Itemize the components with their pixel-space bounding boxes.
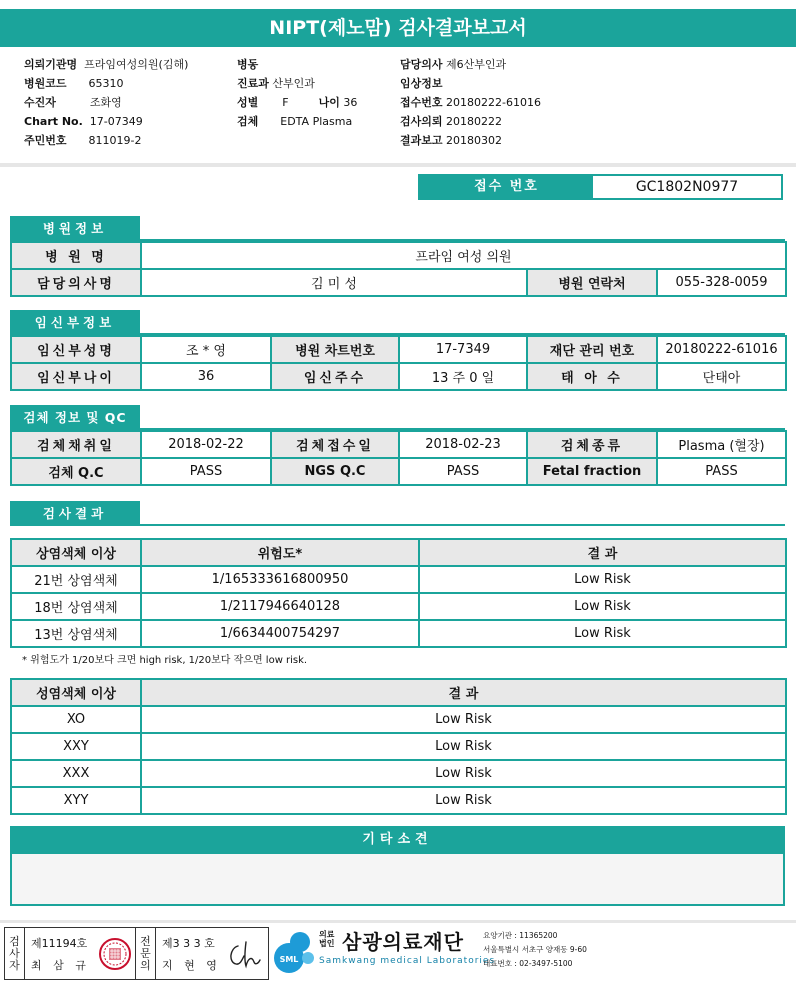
signature-box — [4, 927, 269, 980]
age-value: 36 — [343, 96, 358, 109]
autosome-table — [10, 538, 787, 648]
dept-value: 산부인과 — [272, 77, 315, 90]
patient-value: 조화영 — [89, 96, 122, 109]
fetal-fraction-label: Fetal fraction — [527, 458, 657, 485]
sex-chromosome-table — [10, 678, 787, 815]
sex-name: XYY — [11, 787, 141, 814]
specialist-license: 제3 3 3 호 — [162, 937, 215, 950]
logo-english-name: Samkwang medical Laboratories — [319, 956, 496, 966]
table-row — [11, 787, 786, 814]
request-value: 20180222 — [446, 115, 503, 128]
logo-corp-label: 의료 법인 — [319, 930, 335, 948]
inspector-name: 최 삼 규 — [31, 959, 90, 972]
risk-footnote: * 위험도가 1/20보다 크면 high risk, 1/20보다 작으면 low risk. — [22, 655, 308, 666]
section-pregnant-title: 임신부정보 — [10, 310, 140, 335]
specimen-table — [10, 430, 787, 486]
hospital-contact-label: 병원 연락처 — [527, 269, 657, 296]
autosome-name: 18번 상염색체 — [11, 593, 141, 620]
pregnant-table — [10, 335, 787, 391]
inspector-vertical-label: 검 사 자 — [5, 928, 25, 979]
doctor-name-value: 김 미 성 — [141, 269, 527, 296]
seal-icon — [97, 936, 133, 972]
receive-date-label: 검체접수일 — [271, 431, 399, 458]
report-value: 20180302 — [446, 134, 503, 147]
autosome-result: Low Risk — [419, 593, 786, 620]
specialist-cell — [156, 928, 268, 979]
sml-logo-icon — [272, 928, 318, 974]
specimen-qc-value: PASS — [141, 458, 271, 485]
section-results-title: 검사결과 — [10, 501, 140, 526]
hospital-contact-value: 055-328-0059 — [657, 269, 786, 296]
ngs-qc-value: PASS — [399, 458, 527, 485]
autosome-header-risk: 위험도* — [141, 539, 419, 566]
sex-result: Low Risk — [141, 706, 786, 733]
chart-number-label: 병원 차트번호 — [271, 336, 399, 363]
inst-value: 프라임여성의원(김해) — [84, 58, 189, 71]
receive-date-value: 2018-02-23 — [399, 431, 527, 458]
sex-name: XXX — [11, 760, 141, 787]
specialist-vertical-label: 전 문 의 — [136, 928, 156, 979]
collect-date-label: 검체채취일 — [11, 431, 141, 458]
sex-name: XXY — [11, 733, 141, 760]
doctor-name-label: 담당의사명 — [11, 269, 141, 296]
hospital-table — [10, 241, 787, 297]
specimen-type-label: 검체종류 — [527, 431, 657, 458]
footer-separator — [0, 920, 796, 923]
fetus-count-label: 태 아 수 — [527, 363, 657, 390]
sex-result: Low Risk — [141, 787, 786, 814]
receipt-number-box — [418, 174, 783, 200]
specimen-qc-label: 검체 Q.C — [11, 458, 141, 485]
header-col-3: 담당의사 제6산부인과 임상정보 접수번호 20180222-61016 검사의뢰 20180222 결과보고 20180302 — [400, 58, 541, 147]
collect-date-value: 2018-02-22 — [141, 431, 271, 458]
sex-header-result: 결 과 — [141, 679, 786, 706]
lab-contact-info: 요양기관 : 11365200 서울특별시 서초구 양재동 9-60 대표번호 : 02-3497-5100 — [483, 931, 587, 968]
table-row — [11, 593, 786, 620]
header-col-1: 의뢰기관명 프라임여성의원(김해) 병원코드 65310 수진자 조화영 Chart No. 17-07349 주민번호 811019-2 — [24, 58, 189, 147]
fetus-count-value: 단태아 — [657, 363, 786, 390]
report-title: NIPT(제노맘) 검사결과보고서 — [0, 9, 796, 47]
chart-number-value: 17-7349 — [399, 336, 527, 363]
autosome-result: Low Risk — [419, 566, 786, 593]
specimen-value: EDTA Plasma — [280, 115, 353, 128]
ngs-qc-label: NGS Q.C — [271, 458, 399, 485]
other-findings-body — [10, 854, 785, 906]
header-separator — [0, 163, 796, 167]
sex-header-name: 성염색체 이상 — [11, 679, 141, 706]
autosome-risk: 1/165333616800950 — [141, 566, 419, 593]
signature-icon — [224, 938, 264, 972]
hospital-name-value: 프라임 여성 의원 — [141, 242, 786, 269]
hospital-name-label: 병 원 명 — [11, 242, 141, 269]
gestation-weeks-value: 13 주 0 일 — [399, 363, 527, 390]
receipt-number-label: 접수 번호 — [420, 176, 593, 198]
mgmt-number-label: 재단 관리 번호 — [527, 336, 657, 363]
fetal-fraction-value: PASS — [657, 458, 786, 485]
table-row — [11, 760, 786, 787]
receipt-number-value: GC1802N0977 — [635, 179, 739, 195]
autosome-header-name: 상염색체 이상 — [11, 539, 141, 566]
pregnant-age-value: 36 — [141, 363, 271, 390]
specimen-type-value: Plasma (혈장) — [657, 431, 786, 458]
inspector-cell — [25, 928, 136, 979]
other-findings-title: 기타소견 — [10, 826, 785, 854]
lab-logo — [272, 926, 592, 982]
pregnant-name-value: 조 * 영 — [141, 336, 271, 363]
section-hospital-title: 병원정보 — [10, 216, 140, 241]
sex-result: Low Risk — [141, 733, 786, 760]
doctor-value: 제6산부인과 — [446, 58, 507, 71]
mgmt-number-value: 20180222-61016 — [657, 336, 786, 363]
autosome-name: 13번 상염색체 — [11, 620, 141, 647]
section-results-line — [10, 524, 785, 526]
logo-mark-text: SML — [279, 955, 299, 964]
table-row — [11, 706, 786, 733]
pregnant-age-label: 임신부나이 — [11, 363, 141, 390]
sex-value: F — [282, 96, 289, 109]
sex-name: XO — [11, 706, 141, 733]
table-row — [11, 566, 786, 593]
pregnant-name-label: 임신부성명 — [11, 336, 141, 363]
rrn-value: 811019-2 — [88, 134, 142, 147]
inspector-license: 제11194호 — [31, 937, 88, 950]
table-row — [11, 733, 786, 760]
gestation-weeks-label: 임신주수 — [271, 363, 399, 390]
section-specimen-title: 검체 정보 및 QC — [10, 405, 140, 430]
specialist-name: 지 현 영 — [162, 959, 221, 972]
autosome-risk: 1/6634400754297 — [141, 620, 419, 647]
sex-result: Low Risk — [141, 760, 786, 787]
autosome-header-result: 결 과 — [419, 539, 786, 566]
header-col-2: 병동 진료과 산부인과 성별 F 나이 36 검체 EDTA Plasma — [237, 58, 358, 128]
logo-name: 삼광의료재단 — [342, 930, 464, 954]
receipt-value: 20180222-61016 — [446, 96, 541, 109]
autosome-result: Low Risk — [419, 620, 786, 647]
table-row — [11, 620, 786, 647]
autosome-risk: 1/2117946640128 — [141, 593, 419, 620]
autosome-name: 21번 상염색체 — [11, 566, 141, 593]
code-value: 65310 — [88, 77, 124, 90]
chart-value: 17-07349 — [89, 115, 143, 128]
